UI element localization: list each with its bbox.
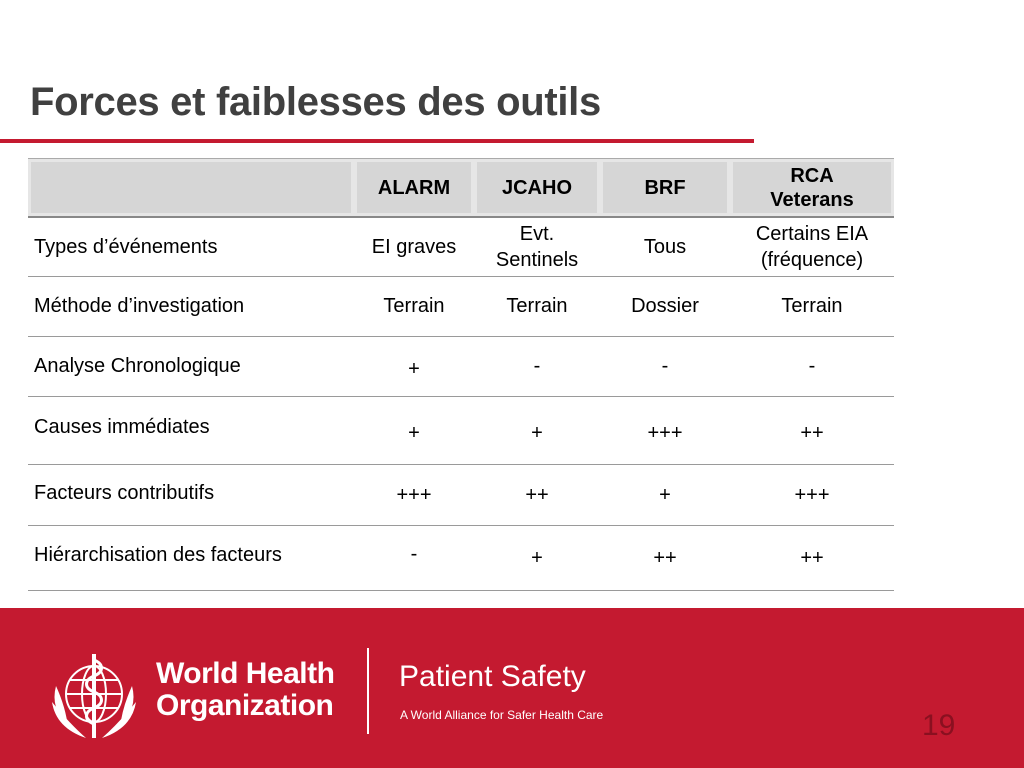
row-label: Analyse Chronologique: [28, 336, 354, 396]
table-cell: -: [474, 336, 600, 396]
row-label: Méthode d’investigation: [28, 276, 354, 336]
table-row: [28, 276, 894, 336]
header-cell-jcaho: JCAHO: [474, 159, 600, 218]
row-label: Facteurs contributifs: [28, 464, 354, 525]
table-cell: +: [474, 525, 600, 590]
table-cell: +++: [730, 464, 894, 525]
table-cell: ++: [730, 525, 894, 590]
comparison-table: [28, 158, 894, 591]
header-cell-brf: BRF: [600, 159, 730, 218]
page-number: 19: [922, 709, 956, 742]
table-row: [28, 336, 894, 396]
footer-banner: [0, 608, 1024, 768]
table-cell: Evt. Sentinels: [474, 217, 600, 276]
table-cell: ++: [730, 396, 894, 464]
program-title: Patient Safety: [399, 660, 586, 693]
table-cell: +: [354, 396, 474, 464]
table-cell: Terrain: [474, 276, 600, 336]
who-wordmark-line1: World Health: [156, 657, 335, 690]
header-cell-empty: [28, 159, 354, 218]
table-cell: Dossier: [600, 276, 730, 336]
table-cell: +: [474, 396, 600, 464]
row-label: Causes immédiates: [28, 396, 354, 464]
table-row: [28, 396, 894, 464]
table-cell: ++: [600, 525, 730, 590]
table-cell: ++: [474, 464, 600, 525]
table-cell: +++: [600, 396, 730, 464]
table-cell: -: [354, 525, 474, 590]
table-cell: Certains EIA (fréquence): [730, 217, 894, 276]
table-row: [28, 464, 894, 525]
table-cell: Terrain: [730, 276, 894, 336]
who-emblem-icon: [44, 646, 144, 746]
table-cell: -: [730, 336, 894, 396]
table-cell: Terrain: [354, 276, 474, 336]
who-wordmark-line2: Organization: [156, 689, 334, 722]
table-cell: EI graves: [354, 217, 474, 276]
who-wordmark: [156, 658, 334, 722]
table-cell: Tous: [600, 217, 730, 276]
row-label: Hiérarchisation des facteurs: [28, 525, 354, 590]
table-row: [28, 217, 894, 276]
title-underline: [0, 139, 754, 143]
header-cell-rca-veterans: RCA Veterans: [730, 159, 894, 218]
program-subtitle: A World Alliance for Safer Health Care: [400, 708, 604, 722]
footer-divider: [367, 648, 369, 734]
table-cell: -: [600, 336, 730, 396]
table-cell: +: [354, 336, 474, 396]
table-header-row: [28, 159, 894, 218]
table-cell: +++: [354, 464, 474, 525]
table-cell: +: [600, 464, 730, 525]
row-label: Types d’événements: [28, 217, 354, 276]
table-row: [28, 525, 894, 590]
slide-title: Forces et faiblesses des outils: [30, 80, 601, 124]
header-cell-alarm: ALARM: [354, 159, 474, 218]
